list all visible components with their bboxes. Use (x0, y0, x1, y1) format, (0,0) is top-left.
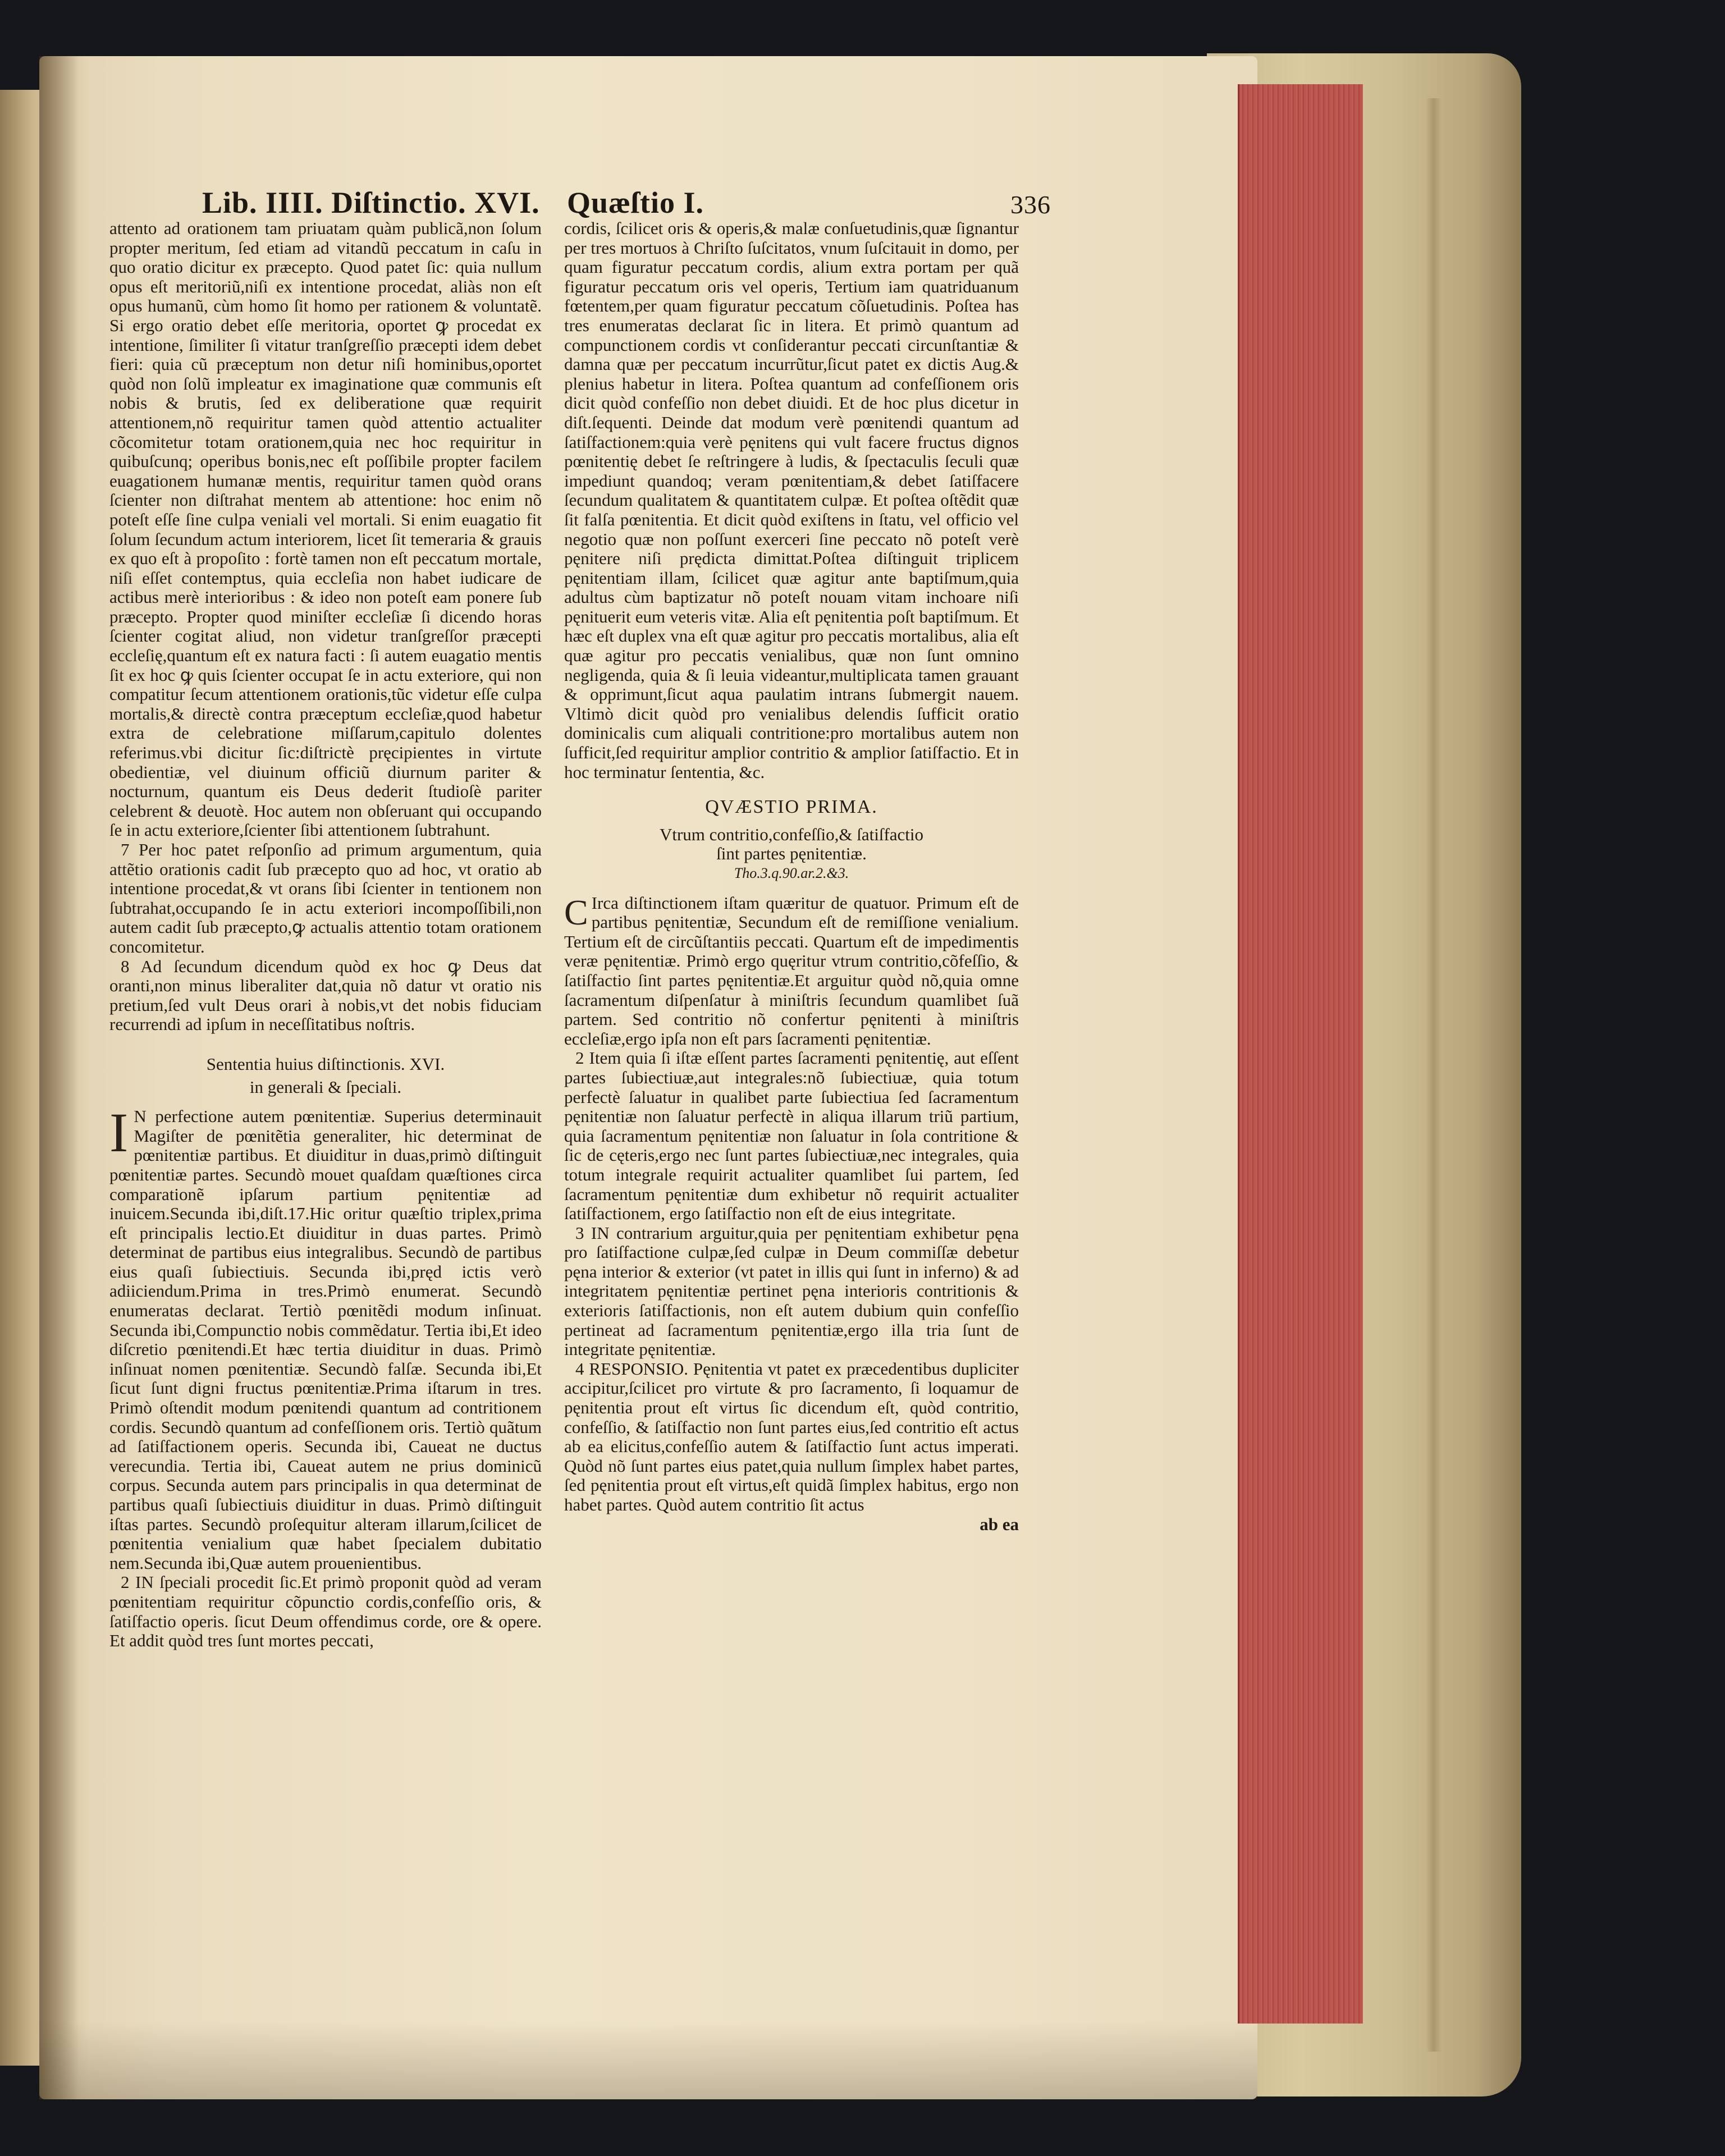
left-text-column (109, 219, 542, 1651)
red-page-edges (1238, 84, 1363, 2024)
quaestio-heading: QVÆSTIO PRIMA. (705, 797, 878, 818)
sententia-body (109, 1101, 542, 1573)
quaestio-paragraph-3: 3 IN contrarium arguitur,quia per pęnitentiam exhibetur pęna pro ſatiſfactione culpæ,ſed culpæ in Deum commiſſæ debetur pęna interior & exterior (vt patet in illis qui ſunt in inferno) & ad integritatem pęnitentiæ pertinet pęna interioris contritionis & exterioris ſatiſfactionis, non eſt autem dubium quin confeſſio pertineat ad ſacramentum pęnitentiæ,ergo illa tria ſunt de integritate pęnitentiæ. (564, 1223, 1019, 1359)
binding-crease (1426, 98, 1442, 2052)
quaestio-paragraph-2: 2 Item quia ſi iſtæ eſſent partes ſacramenti pęnitentię, aut eſſent partes ſubiectiuæ,aut integrales:nõ ſubiectiuæ, quia totum perfectè ſaluatur in qualibet parte ſubiectiua ſed ſacramentum pęnitentiæ non ſaluatur perfectè in aliqua illarum triũ partium, quia ſacramentum pęnitentiæ non ſaluatur in ſola contritione & ſic de cęteris,ergo nec ſunt partes ſubiectiuæ,nec integrales, quia totum integrale requirit actualiter quamlibet ſui partem, ſed ſacramentum pęnitentiæ dum exhibetur nõ requirit actualiter ſatiſfactionem, ergo ſatiſfactio non eſt de eius integritate. (564, 1048, 1019, 1224)
left-paragraph-7: 7 Per hoc patet reſponſio ad primum argumentum, quia attẽtio orationis cadit ſub præcepto quo ad hoc, vt oratio ab intentione procedat,& vt orans ſibi ſcienter in tentionem non ſubtrahat,occupando ſe in actu exteriori incompoſſibili,non autem cadit ſub præcepto,ꝙ actualis attentio totam orationem concomitetur. (109, 840, 542, 956)
running-head-left: Lib. IIII. Diſtinctio. XVI. (202, 186, 540, 219)
quaestio-question-line-1: Vtrum contritio,confeſſio,& ſatiſfactio (659, 824, 924, 844)
quaestio-paragraph-4: 4 RESPONSIO. Pęnitentia vt patet ex præcedentibus dupliciter accipitur,ſcilicet pro virtute & pro ſacramento, ſi loquamur de pęnitentia prout eſt virtus ſic dicendum eſt, quòd contritio, confeſſio, & ſatiſfactio non ſunt partes eius,ſed contritio eſt actus ab ea elicitus,confeſſio autem & ſatiſfactio ſunt actus imperati. Quòd nõ ſunt partes eius patet,quia nullum ſimplex habet partes, ſed pęnitentia prout eſt virtus,eſt quidã ſimplex habitus, ergo non habet partes. Quòd autem contritio ſit actus (564, 1358, 1019, 1514)
folio-number: 336 (1010, 190, 1051, 219)
left-paragraph-2: 2 IN ſpeciali procedit ſic.Et primò proponit quòd ad veram pœnitentiam requiritur cõpunctio cordis,confeſſio oris, & ſatiſfactio operis. ſicut Deum offendimus corde, ore & opere. Et addit quòd tres ſunt mortes peccati, (109, 1572, 542, 1651)
quaestio-question-line-2: ſint partes pęnitentiæ. (716, 844, 867, 864)
quaestio-paragraph-1-text: Irca diſtinctionem iſtam quæritur de quatuor. Primum eſt de partibus pęnitentiæ, Secundum eſt de remiſſione venialium. Tertium eſt de circũſtantiis peccati. Quartum eſt de impedimentis veræ pęnitentiæ. Primò ergo quęritur vtrum contritio,cõfeſſio, & ſatiſfactio ſint partes pęnitentiæ.Et arguitur quòd nõ,quia omne ſacramentum diſpenſatur à miniſtris ſecundum quamlibet ſuã partem. Sed contritio nõ confertur pęnitenti à miniſtris eccleſiæ,ergo ipſa non eſt pars ſacramenti pęnitentiæ. (564, 892, 1019, 1049)
catchword: ab ea (980, 1514, 1019, 1534)
left-intro-paragraph: attento ad orationem tam priuatam quàm publicã,non ſolum propter meritum, ſed etiam ad vitandũ peccatum in caſu in quo oratio dicitur ex præcepto. Quod patet ſic: quia nullum opus eſt meritoriũ,niſi ex intentione procedat, aliàs non eſt opus humanũ, cùm homo ſit homo per rationem & voluntatẽ. Si ergo oratio debet eſſe meritoria, oportet ꝙ procedat ex intentione, ſimiliter ſi vitatur tranſgreſſio præcepti idem debet fieri: quia cũ præceptum non detur niſi hominibus,oportet quòd non ſolũ impleatur ex imaginatione quæ communis eſt nobis & brutis, ſed ex deliberatione quæ requirit attentionem,nõ requiritur tamen quòd attentio actualiter cõcomitetur totam orationem,quia nec hoc requiritur in quibuſcunq; operibus bonis,nec eſt poſſibile propter facilem euagationem humanæ mentis, requiritur tamen quòd orans ſcienter non diſtrahat mentem ab attentione: hoc enim nõ poteſt eſſe ſine culpa veniali vel mortali. Si enim euagatio fit ſolum ſecundum actum interiorem, licet ſit temeraria & grauis ex quo eſt à propoſito : fortè tamen non eſt peccatum mortale, niſi eſſet contemptus, quia eccleſia non habet iudicare de actibus merè interioribus : & ideo non poteſt eam ponere ſub præcepto. Propter quod miniſter eccleſiæ ſi dicendo horas ſcienter cogitat aliud, non videtur tranſgreſſor præcepti eccleſię,quantum eſt ex natura facti : ſi autem euagatio mentis ſit ex hoc ꝙ quis ſcienter occupat ſe in actu exteriore, qui non compatitur ſecum attentionem orationis,tũc videtur eſſe culpa mortalis,& directè contra præceptum eccleſiæ,quod habetur extra de celebratione miſſarum,capitulo dolentes referimus.vbi dicitur ſic:diſtrictè pręcipientes in virtute obedientiæ, vel diuinum officiũ diurnum pariter & nocturnum, quantum eis Deus dederit ſtudioſè pariter celebrent & deuotè. Hoc autem non obſeruant qui occupando ſe in actu exteriore,ſcienter ſibi attentionem ſubtrahunt. (109, 218, 542, 840)
gutter-shadow (39, 56, 79, 2099)
running-head-right: Quæſtio I. (567, 186, 704, 219)
sententia-title: Sententia huius diſtinctionis. XVI. (206, 1054, 445, 1074)
left-paragraph-8: 8 Ad ſecundum dicendum quòd ex hoc ꝙ Deus dat oranti,non minus liberaliter dat,quia nõ datur vt oratio nis pretium,ſed vult Deus orari à nobis,vt det nobis fiduciam recurrendi ad ipſum in neceſſitatibus noſtris. (109, 956, 542, 1034)
right-intro-paragraph: cordis, ſcilicet oris & operis,& malæ conſuetudinis,quæ ſignantur per tres mortuos à Chriſto ſuſcitatos, vnum ſuſcitauit in domo, per quam figuratur peccatum cordis, alium extra portam per quã figuratur peccatum oris vel operis, Tertium iam quatriduanum fœtentem,per quam figuratur peccatum cõſuetudinis. Poſtea has tres enumeratas declarat ſic in litera. Et primò quantum ad compunctionem cordis vt conſiderantur peccati circunſtantiæ & damna quæ per peccatum incurrũtur,ſicut patet ex dictis Aug.& plenius habetur in litera. Poſtea quantum ad confeſſionem oris dicit quòd confeſſio non debet diuidi. Et de hoc plus dicetur in diſt.ſequenti. Deinde dat modum verè pœnitendi quantum ad ſatiſfactionem:quia verè pęnitens qui vult facere fructus dignos pœnitentię debet ſe reſtringere à ludis, & ſpectaculis ſeculi quæ impediunt quandoq; veram pœnitentiam,& debet ſatiſfacere ſecundum qualitatem & quantitatem culpæ. Et poſtea oſtẽdit quæ ſit falſa pœnitentia. Et dicit quòd exiſtens in ſtatu, vel officio vel negotio quæ non poſſunt exerceri ſine peccato nõ poteſt verè pęnitere niſi prędicta dimittat.Poſtea diſtinguit triplicem pęnitentiam illam, ſcilicet quæ agitur ante baptiſmum,quia adultus cùm baptizatur nõ poteſt nouam vitam inchoare niſi pęnituerit eum veteris vitæ. Alia eſt pęnitentia poſt baptiſmum. Et hæc eſt duplex vna eſt quæ agitur pro peccatis mortalibus, alia eſt quæ agitur pro peccatis venialibus, quæ non ſunt omnino negligenda, quia & ſi leuia videantur,multiplicata tamen grauant & opprimunt,ſicut aqua paulatim intrans ſubmergit nauem. Vltimò dicit quòd pro venialibus delendis ſufficit oratio dominicalis cum aliquali contritione:pro mortalibus autem non ſufficit,ſed requiritur amplior contritio & amplior ſatiſfactio. Et in hoc terminatur ſententia, &c. (564, 218, 1019, 782)
quaestio-paragraph-1 (564, 894, 1019, 1049)
page-bottom-shadow (39, 2021, 1257, 2099)
right-text-column (564, 219, 1019, 1534)
quaestio-drop-cap: C (564, 892, 588, 932)
sententia-subtitle: in generali & ſpeciali. (249, 1077, 402, 1097)
sententia-text: N perfectione autem pœnitentiæ. Superius determinauit Magiſter de pœnitẽtia generaliter, hic determinat de pœnitentiæ partibus. Et diuiditur in duas,primò diſtinguit pœnitentiæ partes. Secundò mouet quaſdam quæſtiones circa comparationẽ ipſarum partium pęnitentiæ ad inuicem.Secunda ibi,diſt.17.Hic oritur quæſtio triplex,prima eſt principalis lectio.Et diuiditur in duas partes. Primò determinat de partibus eius integralibus. Secundò de partibus eius quaſi ſubiectiuis. Secunda ibi,pręd ictis verò adiiciendum.Prima in tres.Primò enumerat. Secundò enumeratas declarat. Tertiò pœnitẽdi modum inſinuat. Secunda ibi,Compunctio nobis commẽdatur. Tertia ibi,Et ideo diſcretio pœnitendi.Et hæc tertia diuiditur in duas. Primò inſinuat nomen pœnitentiæ. Secundò falſæ. Secunda ibi,Et ſicut ſunt digni fructus pœnitentiæ.Prima iſtarum in tres. Primò oſtendit modum pœnitendi quantum ad contritionem cordis. Secundò quantum ad confeſſionem oris. Tertiò quãtum ad ſatiſfactionem operis. Secunda ibi, Caueat ne ductus verecundia. Tertia ibi, Caueat autem ne prius dominicũ corpus. Secunda autem pars principalis in qua determinat de partibus quaſi ſubiectiuis diuiditur in duas. Primò diſtinguit iſtas partes. Secundò proſequitur alteram illarum,ſcilicet de pœnitentia venialium quæ habet ſpecialem dubitatio nem.Secunda ibi,Quæ autem prouenientibus. (109, 1106, 542, 1573)
sententia-drop-cap: I (109, 1101, 129, 1164)
quaestio-reference: Tho.3.q.90.ar.2.&3. (734, 865, 849, 881)
